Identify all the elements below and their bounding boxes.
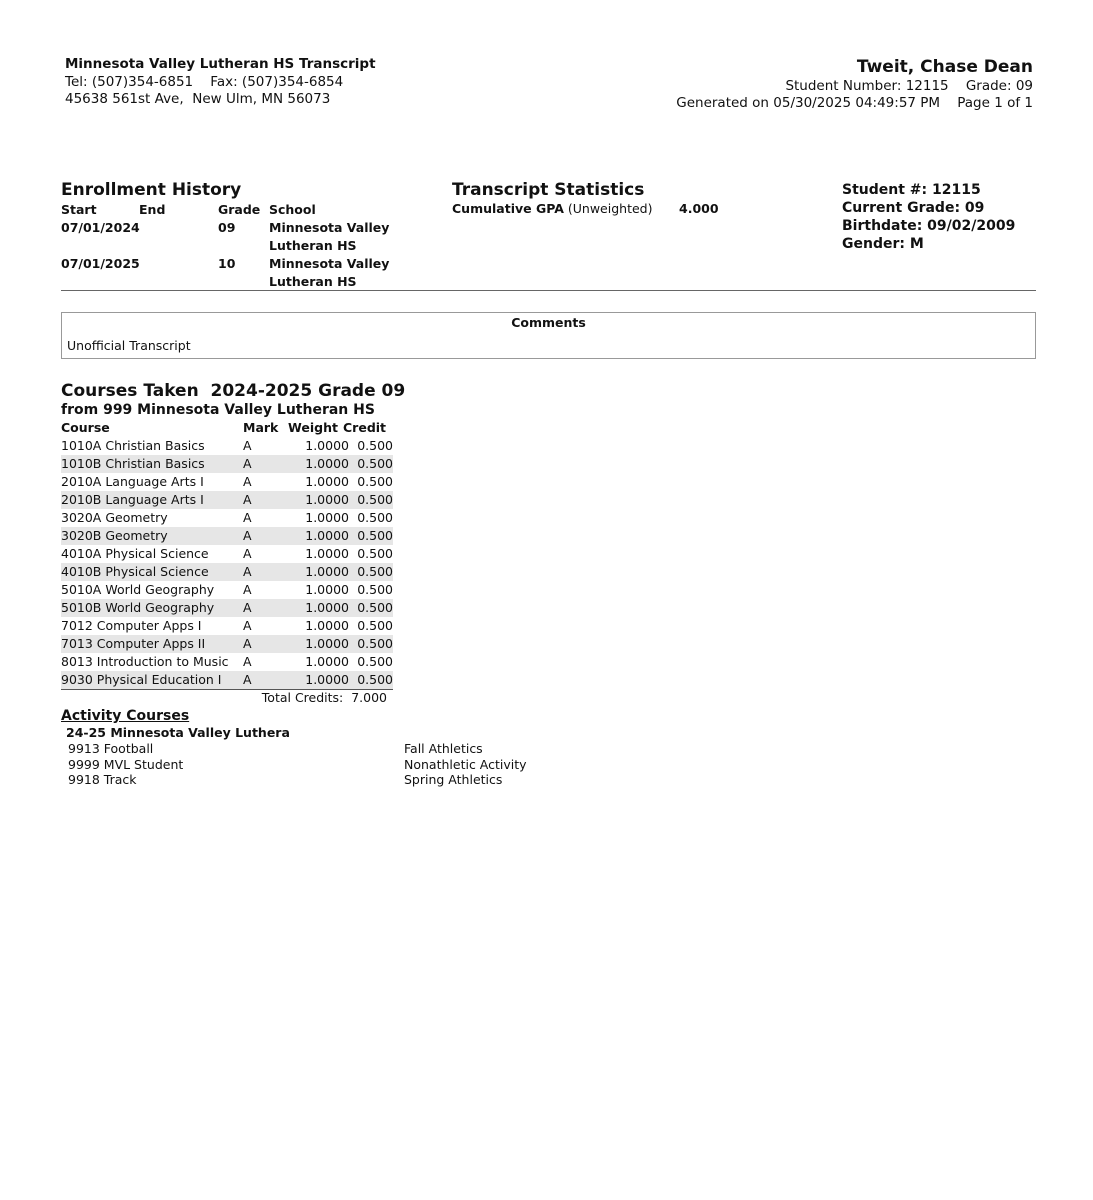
- courses-taken-title: Courses Taken 2024-2025 Grade 09: [61, 381, 406, 401]
- activity-name: 9999 MVL Student: [68, 756, 184, 772]
- course-row: [61, 509, 393, 527]
- enrollment-header-grade: Grade: [218, 202, 261, 217]
- enrollment-school: Minnesota Valley Lutheran HS: [269, 256, 390, 289]
- gpa-qualifier: (Unweighted): [567, 201, 653, 216]
- enrollment-history-title: Enrollment History: [61, 180, 242, 200]
- course-mark: A: [243, 654, 252, 669]
- course-row: [61, 581, 393, 599]
- total-credits: Total Credits: 7.000: [261, 690, 387, 705]
- course-row: [61, 599, 393, 617]
- comments-text: Unofficial Transcript: [67, 338, 191, 353]
- course-weight: 1.0000: [305, 564, 349, 579]
- generated-timestamp: Generated on 05/30/2025 04:49:57 PM Page 1 of 1: [676, 95, 1033, 111]
- weight-header: Weight: [288, 420, 338, 435]
- course-weight: 1.0000: [305, 474, 349, 489]
- course-weight: 1.0000: [305, 456, 349, 471]
- course-credit: 0.500: [357, 654, 393, 669]
- student-number-grade: Student Number: 12115 Grade: 09: [785, 78, 1033, 94]
- course-name: 8013 Introduction to Music: [61, 654, 229, 669]
- enrollment-school: Minnesota Valley Lutheran HS: [269, 220, 390, 253]
- course-mark: A: [243, 456, 252, 471]
- activity-row: [68, 741, 527, 757]
- course-credit: 0.500: [357, 474, 393, 489]
- course-mark: A: [243, 492, 252, 507]
- course-row: [61, 653, 393, 671]
- course-mark: A: [243, 672, 252, 687]
- enrollment-header-row: [61, 201, 449, 219]
- enrollment-end: [139, 255, 218, 291]
- transcript-statistics-title: Transcript Statistics: [452, 180, 645, 200]
- activity-list: [68, 741, 527, 788]
- course-credit: 0.500: [357, 510, 393, 525]
- course-credit: 0.500: [357, 438, 393, 453]
- courses-school-subtitle: from 999 Minnesota Valley Lutheran HS: [61, 402, 375, 418]
- school-address: 45638 561st Ave, New Ulm, MN 56073: [65, 91, 331, 107]
- activity-row: [68, 772, 527, 788]
- course-credit: 0.500: [357, 582, 393, 597]
- course-credit: 0.500: [357, 618, 393, 633]
- course-weight: 1.0000: [305, 438, 349, 453]
- course-weight: 1.0000: [305, 582, 349, 597]
- course-name: 1010B Christian Basics: [61, 456, 205, 471]
- activity-name: 9913 Football: [68, 741, 154, 756]
- enrollment-table: [61, 201, 449, 291]
- course-name: 2010A Language Arts I: [61, 474, 204, 489]
- course-weight: 1.0000: [305, 672, 349, 687]
- activity-category: Spring Athletics: [404, 772, 503, 787]
- course-mark: A: [243, 582, 252, 597]
- course-name: 7012 Computer Apps I: [61, 618, 202, 633]
- enrollment-start: 07/01/2025: [61, 256, 140, 271]
- course-weight: 1.0000: [305, 510, 349, 525]
- course-row: [61, 671, 393, 690]
- course-weight: 1.0000: [305, 528, 349, 543]
- course-weight: 1.0000: [305, 600, 349, 615]
- course-name: 7013 Computer Apps II: [61, 636, 206, 651]
- comments-heading: Comments: [511, 315, 586, 330]
- current-grade: Current Grade: 09: [842, 200, 985, 216]
- enrollment-start: 07/01/2024: [61, 220, 140, 235]
- course-row: [61, 617, 393, 635]
- credit-header: Credit: [343, 420, 387, 435]
- course-credit: 0.500: [357, 528, 393, 543]
- enrollment-header-school: School: [269, 202, 316, 217]
- course-credit: 0.500: [357, 636, 393, 651]
- student-info-block: [842, 181, 1015, 253]
- course-mark: A: [243, 474, 252, 489]
- activity-name: 9918 Track: [68, 772, 137, 787]
- course-mark: A: [243, 528, 252, 543]
- activity-row: [68, 757, 527, 773]
- cumulative-gpa-label: [452, 201, 653, 216]
- courses-table: [61, 419, 393, 690]
- course-credit: 0.500: [357, 600, 393, 615]
- course-name: 2010B Language Arts I: [61, 492, 204, 507]
- activity-courses-title: Activity Courses: [61, 708, 190, 724]
- course-name: 3020B Geometry: [61, 528, 168, 543]
- courses-header-row: [61, 419, 393, 437]
- course-credit: 0.500: [357, 564, 393, 579]
- course-name: 3020A Geometry: [61, 510, 168, 525]
- course-mark: A: [243, 438, 252, 453]
- mark-header: Mark: [243, 420, 279, 435]
- comments-box: [61, 312, 1036, 359]
- course-mark: A: [243, 510, 252, 525]
- course-mark: A: [243, 564, 252, 579]
- course-credit: 0.500: [357, 456, 393, 471]
- course-row: [61, 491, 393, 509]
- enrollment-header-end: End: [139, 202, 166, 217]
- enrollment-row: [61, 255, 449, 291]
- course-name: 1010A Christian Basics: [61, 438, 205, 453]
- course-row: [61, 527, 393, 545]
- course-mark: A: [243, 636, 252, 651]
- enrollment-end: [139, 219, 218, 255]
- cumulative-gpa-value: 4.000: [679, 201, 719, 216]
- course-mark: A: [243, 546, 252, 561]
- course-name: 4010A Physical Science: [61, 546, 209, 561]
- course-mark: A: [243, 618, 252, 633]
- gpa-label-text: Cumulative GPA: [452, 201, 564, 216]
- student-name: Tweit, Chase Dean: [856, 57, 1033, 77]
- school-phone-fax: Tel: (507)354-6851 Fax: (507)354-6854: [65, 74, 344, 90]
- enrollment-row: [61, 219, 449, 255]
- course-row: [61, 437, 393, 455]
- course-credit: 0.500: [357, 672, 393, 687]
- course-weight: 1.0000: [305, 492, 349, 507]
- course-weight: 1.0000: [305, 618, 349, 633]
- course-weight: 1.0000: [305, 636, 349, 651]
- activity-group-heading: 24-25 Minnesota Valley Luthera: [66, 725, 290, 740]
- enrollment-grade: 10: [218, 256, 236, 271]
- section-divider: [61, 290, 1036, 291]
- activity-category: Nonathletic Activity: [404, 756, 527, 772]
- enrollment-grade: 09: [218, 220, 236, 235]
- enrollment-header-start: Start: [61, 202, 97, 217]
- course-weight: 1.0000: [305, 546, 349, 561]
- student-number: Student #: 12115: [842, 182, 981, 198]
- course-row: [61, 455, 393, 473]
- course-name: 5010A World Geography: [61, 582, 215, 597]
- school-name: Minnesota Valley Lutheran HS Transcript: [65, 56, 376, 72]
- course-name: 5010B World Geography: [61, 600, 215, 615]
- course-credit: 0.500: [357, 546, 393, 561]
- course-row: [61, 635, 393, 653]
- course-header: Course: [61, 420, 110, 435]
- gender: Gender: M: [842, 236, 924, 252]
- course-name: 4010B Physical Science: [61, 564, 209, 579]
- course-row: [61, 545, 393, 563]
- course-mark: A: [243, 600, 252, 615]
- activity-category: Fall Athletics: [404, 741, 483, 756]
- birthdate: Birthdate: 09/02/2009: [842, 218, 1016, 234]
- course-row: [61, 563, 393, 581]
- course-weight: 1.0000: [305, 654, 349, 669]
- course-name: 9030 Physical Education I: [61, 672, 222, 687]
- course-credit: 0.500: [357, 492, 393, 507]
- course-row: [61, 473, 393, 491]
